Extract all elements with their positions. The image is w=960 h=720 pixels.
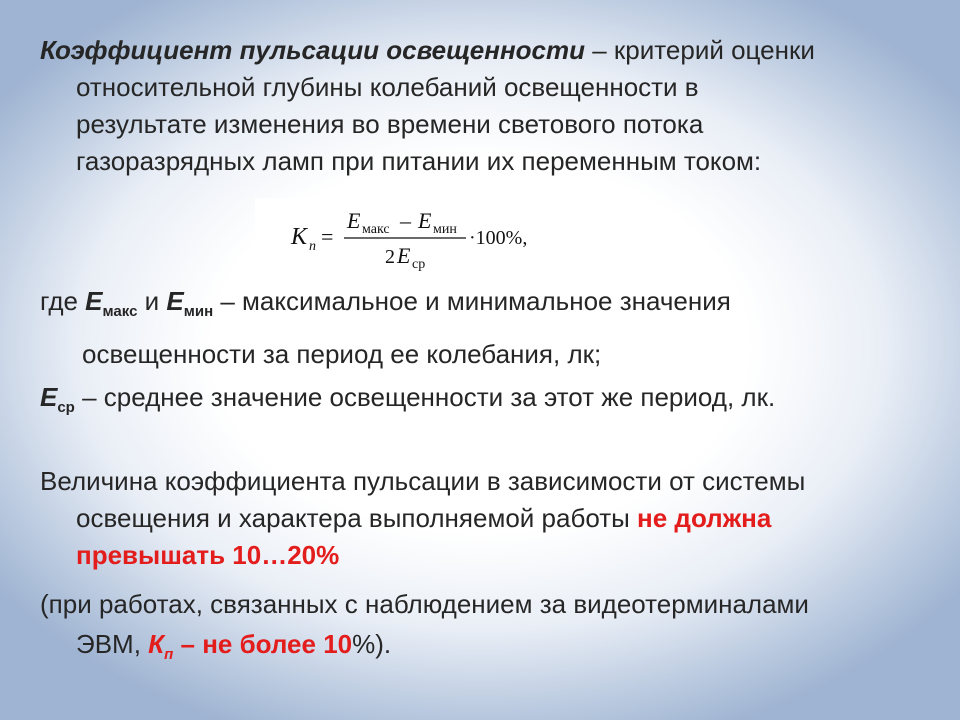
note-line-2-pre: ЭВМ, bbox=[76, 629, 149, 659]
definition-line-1-rest: критерий оценки bbox=[613, 35, 815, 65]
formula-equals: = bbox=[321, 224, 334, 249]
where-and: и bbox=[137, 286, 167, 316]
formula-lhs-symbol: К bbox=[291, 224, 307, 250]
definition-line-3: результате изменения во времени светового потока bbox=[76, 109, 704, 139]
formula-num-sub1: макс bbox=[362, 222, 390, 237]
norm-limit-highlight-2: превышать 10…20% bbox=[76, 540, 340, 570]
norm-line-2 bbox=[40, 500, 920, 537]
formula-den-sub: ср bbox=[412, 257, 426, 272]
note-line-1: (при работах, связанных с наблюдением за видеотерминалами bbox=[40, 589, 809, 619]
formula-graphic bbox=[255, 198, 560, 276]
note-line-2-post: %). bbox=[352, 629, 392, 659]
definition-line-1 bbox=[40, 32, 920, 69]
note-red-text: – не более 10 bbox=[173, 629, 353, 659]
where-e3-sub: ср bbox=[57, 399, 75, 416]
where-line-3-rest: – среднее значение освещенности за этот же период, лк. bbox=[74, 382, 776, 412]
where-e1 bbox=[85, 286, 138, 320]
formula-num-sub2: мин bbox=[433, 222, 457, 237]
where-e2-symbol: Е bbox=[166, 286, 184, 316]
note-k-symbol-group bbox=[148, 629, 353, 663]
where-line-2: освещенности за период ее колебания, лк; bbox=[82, 339, 602, 369]
norm-line-3 bbox=[40, 537, 920, 574]
note-line-2 bbox=[40, 626, 920, 673]
where-paragraph bbox=[40, 283, 920, 426]
where-e3 bbox=[40, 382, 75, 416]
definition-term: Коэффициент пульсации освещенности bbox=[40, 35, 585, 65]
formula-num-e1: Е bbox=[347, 208, 361, 233]
definition-paragraph bbox=[40, 32, 920, 180]
note-paragraph bbox=[40, 586, 920, 673]
where-e2-sub: мин bbox=[183, 303, 214, 320]
definition-line-2: относительной глубины колебаний освещенности в bbox=[76, 72, 699, 102]
where-line-1-rest: – максимальное и минимальное значения bbox=[213, 286, 731, 316]
formula-minus: – bbox=[400, 208, 411, 233]
where-line-3 bbox=[40, 379, 920, 426]
formula-den-coef: 2 bbox=[385, 246, 395, 268]
where-e1-sub: макс bbox=[102, 303, 138, 320]
where-e2 bbox=[166, 286, 214, 320]
where-intro: где bbox=[40, 286, 86, 316]
formula-times-100: ·100%, bbox=[469, 227, 528, 249]
definition-line-4: газоразрядных ламп при питании их переменным током: bbox=[76, 146, 762, 176]
formula-den-e: Е bbox=[397, 243, 411, 268]
where-line-1 bbox=[40, 283, 920, 330]
where-e1-symbol: Е bbox=[85, 286, 103, 316]
note-k-sub: п bbox=[164, 646, 174, 663]
norm-paragraph bbox=[40, 463, 920, 574]
norm-line-2-text: освещения и характера выполняемой работы bbox=[76, 503, 638, 533]
norm-line-1: Величина коэффициента пульсации в зависимости от системы bbox=[40, 466, 806, 496]
pulsation-formula bbox=[255, 198, 560, 276]
note-k-symbol: К bbox=[148, 629, 165, 659]
definition-dash: – bbox=[585, 35, 614, 65]
where-e3-symbol: Е bbox=[40, 382, 58, 412]
formula-lhs-sub: п bbox=[309, 239, 316, 254]
formula-num-e2: Е bbox=[418, 208, 432, 233]
norm-limit-highlight-1: не должна bbox=[637, 503, 772, 533]
